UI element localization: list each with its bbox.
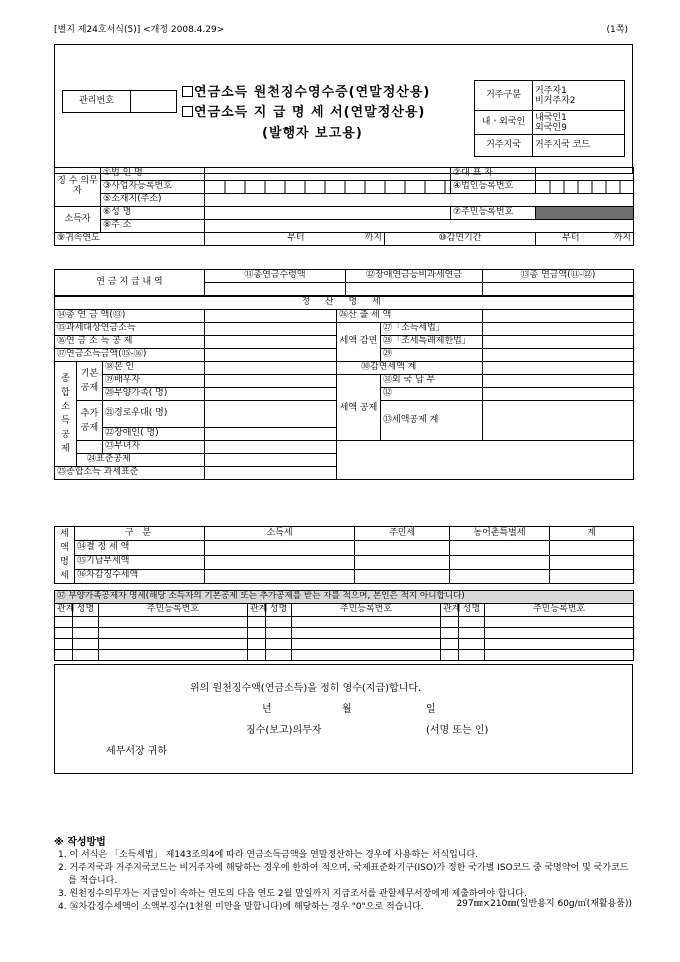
- r18-label: ⑱본 인: [103, 362, 205, 375]
- dep-col-rel-2: 관계: [248, 604, 266, 617]
- credit-group-label: 세액 공제: [337, 375, 381, 441]
- title-2-checkbox[interactable]: [182, 106, 193, 117]
- dep-id-cell[interactable]: [485, 628, 634, 639]
- confirm-month: 월: [342, 704, 352, 715]
- confirm-text: 위의 원천징수액(연금소득)을 정히 영수(지급)합니다.: [190, 683, 422, 694]
- r27-label: ㉗「소득세법」: [381, 323, 483, 336]
- r34-resident[interactable]: [355, 541, 450, 555]
- earner-name-field[interactable]: [205, 207, 451, 220]
- dep-col-name-2: 성명: [266, 604, 292, 617]
- corp-name-label: ①법 인 명: [101, 168, 205, 181]
- r22-label: ㉒장애인( 명): [103, 428, 205, 441]
- r23-label: ㉓부녀자: [103, 441, 205, 454]
- r28-field[interactable]: [483, 336, 634, 349]
- r33-label: ㉝세액공제 계: [381, 401, 483, 441]
- dep-cell[interactable]: [55, 628, 73, 639]
- tax-detail-table: [54, 526, 634, 584]
- tax-col-rural: 농어촌특별세: [450, 527, 550, 541]
- dep-col-id-3: 주민등록번호: [485, 604, 634, 617]
- title-line-3: (발행자 보고용): [262, 126, 363, 141]
- mgmt-number-box: [62, 90, 177, 113]
- dep-cell[interactable]: [73, 650, 99, 661]
- country-code-cell[interactable]: 거주지국 코드: [533, 135, 625, 157]
- r34-total[interactable]: [550, 541, 634, 555]
- basic-deduction-group: 기본 공제: [77, 362, 103, 401]
- r35-total[interactable]: [550, 555, 634, 569]
- r35-rural[interactable]: [450, 555, 550, 569]
- r30-label: ㉚감면세액 계: [337, 362, 483, 375]
- corp-reg-no-field[interactable]: [536, 181, 634, 194]
- confirm-to: 세무서장 귀하: [106, 746, 168, 757]
- corp-reg-no-label: ④법인등록번호: [451, 181, 536, 194]
- payer-earner-table: [54, 167, 634, 246]
- dep-id-cell[interactable]: [292, 617, 441, 628]
- r36-total[interactable]: [550, 569, 634, 583]
- representative-label: ②대 표 자: [451, 168, 536, 181]
- confirm-sign: (서명 또는 인): [426, 725, 489, 736]
- residence-label: 거주구분: [475, 81, 533, 111]
- dep-cell[interactable]: [73, 617, 99, 628]
- r23-field[interactable]: [205, 441, 337, 454]
- country-label: 거주지국: [475, 135, 533, 157]
- title-1-checkbox[interactable]: [182, 86, 193, 97]
- r25-label: ㉕종합소득 과세표준: [55, 467, 205, 480]
- earner-group-label: 소득자: [55, 207, 101, 233]
- general-deduction-group: 종합 소득 공제: [55, 362, 77, 467]
- resident-no-label: ⑦주민등록번호: [451, 207, 536, 220]
- r22-field[interactable]: [205, 428, 337, 441]
- r30-field[interactable]: [483, 362, 634, 375]
- total-amount-field[interactable]: [483, 283, 634, 296]
- dep-cell[interactable]: [248, 617, 266, 628]
- dep-id-cell[interactable]: [99, 628, 248, 639]
- dep-cell[interactable]: [73, 639, 99, 650]
- r24-field[interactable]: [205, 454, 337, 467]
- confirm-payer: 징수(보고)의무자: [246, 725, 322, 736]
- note-item: 2. 거주지국과 거주지국코드는 비거주자에 해당하는 경우에 한하여 적으며, 국제표준화기구(ISO)가 정한 국가별 ISO코드 중 국명약어 및 국가코드를 적습니다.: [58, 863, 629, 886]
- confirmation-box: [54, 664, 633, 774]
- dep-id-cell[interactable]: [99, 617, 248, 628]
- reduction-group-label: 세액 감면: [337, 323, 381, 362]
- reduction-period-field[interactable]: 부터 까지: [536, 233, 634, 246]
- year-label: ⑨귀속연도: [55, 233, 205, 246]
- representative-field[interactable]: [536, 168, 634, 181]
- r14-field[interactable]: [205, 310, 337, 323]
- r36-label: ㊱차감징수세액: [75, 569, 205, 583]
- r32-label: ㉜: [381, 388, 483, 401]
- extra-deduction-group: 추가 공제: [77, 401, 103, 441]
- r26-field[interactable]: [483, 310, 634, 323]
- dep-cell[interactable]: [266, 639, 292, 650]
- dep-id-cell[interactable]: [292, 639, 441, 650]
- settlement-title: 정 산 명 세: [55, 297, 634, 310]
- nationality-label: 내ㆍ외국인: [475, 111, 533, 135]
- page-count: (1쪽): [606, 25, 628, 35]
- pension-label: 연 금 지 급 내 역: [55, 270, 205, 296]
- dep-col-name-1: 성명: [73, 604, 99, 617]
- dep-cell[interactable]: [441, 639, 459, 650]
- form-number: [별지 제24호서식(5)] <개정 2008.4.29>: [54, 25, 225, 35]
- dep-id-cell[interactable]: [292, 628, 441, 639]
- title-line-2: 연금소득 지 급 명 세 서(연말정산용): [182, 106, 425, 120]
- tax-group-label: 세액명세: [55, 527, 75, 584]
- confirm-year: 년: [262, 704, 272, 715]
- r29-field[interactable]: [483, 349, 634, 362]
- dep-cell[interactable]: [459, 650, 485, 661]
- total-pension-label: ⑪총연금수령액: [205, 270, 346, 283]
- dep-cell[interactable]: [73, 628, 99, 639]
- dep-cell[interactable]: [55, 617, 73, 628]
- r17-field[interactable]: [205, 349, 337, 362]
- dependents-table: [54, 590, 634, 661]
- notes-title: ※ 작성방법: [54, 837, 106, 848]
- dep-id-cell[interactable]: [99, 650, 248, 661]
- r19-field[interactable]: [205, 375, 337, 388]
- r35-label: ㉟기납부세액: [75, 555, 205, 569]
- nontaxable-label: ⑫장애연금등비과세연금: [346, 270, 483, 283]
- dep-id-cell[interactable]: [99, 639, 248, 650]
- r34-label: ㉞결 정 세 액: [75, 541, 205, 555]
- note-item: 4. ㊱차감징수세액이 소액부징수(1천원 미만을 말합니다)에 해당하는 경우 "0"으로 적습니다.: [58, 902, 424, 912]
- r36-rural[interactable]: [450, 569, 550, 583]
- tax-col-resident: 주민세: [355, 527, 450, 541]
- reduction-period-label: ⑩감면기간: [385, 233, 536, 246]
- r20-field[interactable]: [205, 388, 337, 401]
- note-item: 3. 원천징수의무자는 지급일이 속하는 연도의 다음 연도 2월 말일까지 지급조서를 관할세무서장에게 제출하여야 합니다.: [58, 889, 527, 899]
- address-label: ⑤소재지(주소): [101, 194, 205, 207]
- r21-field[interactable]: [205, 401, 337, 428]
- resident-no-field[interactable]: [536, 207, 634, 220]
- pension-table: [54, 269, 634, 296]
- r31-field[interactable]: [483, 375, 634, 388]
- corp-name-field[interactable]: [205, 168, 451, 181]
- dep-cell[interactable]: [441, 628, 459, 639]
- tax-col-category: 구 분: [75, 527, 205, 541]
- r18-field[interactable]: [205, 362, 337, 375]
- dep-cell[interactable]: [459, 639, 485, 650]
- dep-col-id-1: 주민등록번호: [99, 604, 248, 617]
- r25-field[interactable]: [205, 467, 337, 480]
- address-field[interactable]: [205, 194, 634, 207]
- nationality-options[interactable]: 내국인1 외국인9: [533, 111, 625, 135]
- dep-col-rel-3: 관계: [441, 604, 459, 617]
- r20-label: ⑳부양가족( 명): [103, 388, 205, 401]
- r31-label: ㉛외 국 납 부: [381, 375, 483, 388]
- dep-cell[interactable]: [266, 617, 292, 628]
- paper-spec: 297㎜×210㎜(일반용지 60g/㎡(재활용품)): [456, 899, 632, 909]
- dep-cell[interactable]: [441, 650, 459, 661]
- note-item: 1. 이 서식은 「소득세법」 제143조의4에 따라 연금소득금액을 연말정산하는 경우에 사용하는 서식입니다.: [58, 850, 479, 860]
- dep-cell[interactable]: [459, 628, 485, 639]
- dep-cell[interactable]: [441, 617, 459, 628]
- confirm-day: 일: [426, 704, 436, 715]
- dep-cell[interactable]: [248, 628, 266, 639]
- dep-cell[interactable]: [266, 650, 292, 661]
- r15-label: ⑮과세대상연금소득: [55, 323, 205, 336]
- dep-cell[interactable]: [55, 650, 73, 661]
- r33-field[interactable]: [483, 401, 634, 441]
- mgmt-number-field[interactable]: [131, 91, 177, 113]
- title-line-1: 연금소득 원천징수영수증(연말정산용): [182, 86, 430, 100]
- biz-reg-no-label: ③사업자등록번호: [101, 181, 205, 194]
- earner-address-label: ⑧주 소: [101, 220, 205, 233]
- dep-col-name-3: 성명: [459, 604, 485, 617]
- dep-cell[interactable]: [459, 617, 485, 628]
- tax-col-income: 소득세: [205, 527, 355, 541]
- r34-income[interactable]: [205, 541, 355, 555]
- total-amount-label: ⑬총 연금액(⑪-⑫): [483, 270, 634, 283]
- mgmt-label: 관리번호: [63, 91, 131, 113]
- dependents-title: ㊲ 부양가족공제자 명세(해당 소득자의 기본공제 또는 추가공제를 받는 자를 적으며, 본인은 적지 아니합니다): [55, 591, 634, 604]
- r35-resident[interactable]: [355, 555, 450, 569]
- earner-address-field[interactable]: [205, 220, 634, 233]
- r16-label: ⑯연 금 소 득 공 제: [55, 336, 205, 349]
- r14-label: ⑭총 연 금 액(⑬): [55, 310, 205, 323]
- r34-rural[interactable]: [450, 541, 550, 555]
- settlement-table: [54, 296, 634, 480]
- nontaxable-field[interactable]: [346, 283, 483, 296]
- r27-field[interactable]: [483, 323, 634, 336]
- dep-id-cell[interactable]: [485, 639, 634, 650]
- dep-cell[interactable]: [266, 628, 292, 639]
- residence-box: [474, 80, 625, 157]
- dep-id-cell[interactable]: [485, 617, 634, 628]
- r16-field[interactable]: [205, 336, 337, 349]
- r29-label: ㉙: [381, 349, 483, 362]
- biz-reg-no-field[interactable]: [205, 181, 451, 194]
- total-pension-field[interactable]: [205, 283, 346, 296]
- r36-resident[interactable]: [355, 569, 450, 583]
- r26-label: ㉖산 출 세 액: [337, 310, 483, 323]
- residence-options[interactable]: 거주자1 비거주자2: [533, 81, 625, 111]
- r32-field[interactable]: [483, 388, 634, 401]
- r35-income[interactable]: [205, 555, 355, 569]
- r24-label: ㉔표준공제: [77, 454, 205, 467]
- r28-label: ㉘「조세특례제한법」: [381, 336, 483, 349]
- dep-cell[interactable]: [248, 650, 266, 661]
- year-field[interactable]: 부터 까지: [205, 233, 385, 246]
- r17-label: ⑰연금소득금액(⑮-⑯): [55, 349, 205, 362]
- dep-id-cell[interactable]: [485, 650, 634, 661]
- dep-col-id-2: 주민등록번호: [292, 604, 441, 617]
- dep-cell[interactable]: [248, 639, 266, 650]
- dep-cell[interactable]: [55, 639, 73, 650]
- r19-label: ⑲배우자: [103, 375, 205, 388]
- dep-col-rel-1: 관계: [55, 604, 73, 617]
- payer-group-label: 징 수 의무자: [55, 168, 101, 207]
- r36-income[interactable]: [205, 569, 355, 583]
- earner-name-label: ⑥성 명: [101, 207, 205, 220]
- r15-field[interactable]: [205, 323, 337, 336]
- r21-label: ㉑경로우대( 명): [103, 401, 205, 428]
- dep-id-cell[interactable]: [292, 650, 441, 661]
- tax-col-total: 계: [550, 527, 634, 541]
